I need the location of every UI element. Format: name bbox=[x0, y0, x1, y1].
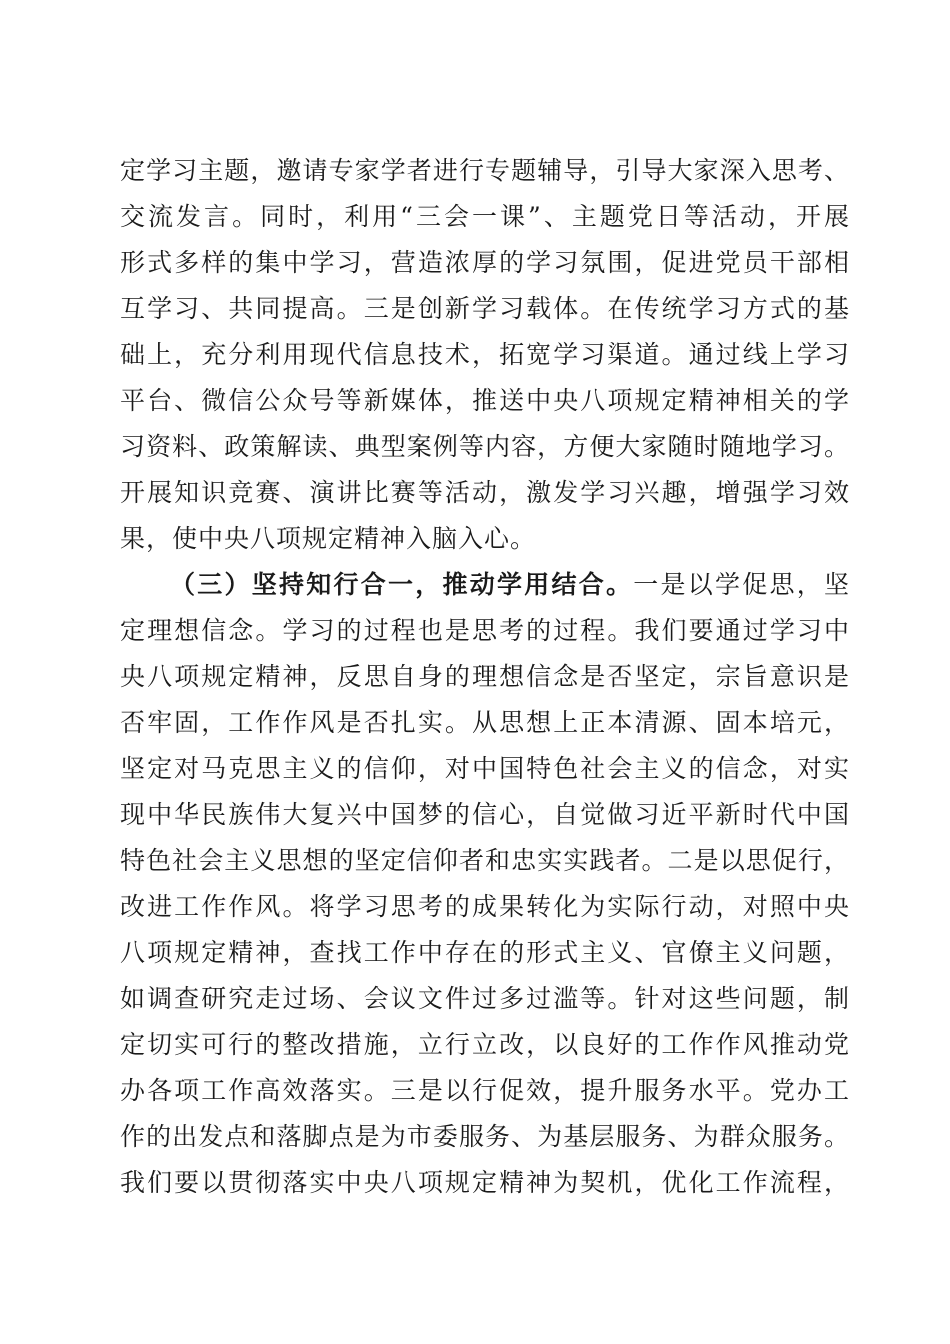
paragraph-line: 如调查研究走过场、会议文件过多过滥等。针对这些问题，制 bbox=[120, 984, 850, 1013]
paragraph-line: 央八项规定精神，反思自身的理想信念是否坚定，宗旨意识是 bbox=[120, 662, 850, 691]
paragraph-line: 改进工作作风。将学习思考的成果转化为实际行动，对照中央 bbox=[120, 892, 850, 921]
paragraph-line: 果，使中央八项规定精神入脑入心。 bbox=[120, 524, 537, 553]
paragraph-line: 开展知识竞赛、演讲比赛等活动，激发学习兴趣，增强学习效 bbox=[120, 478, 850, 507]
paragraph-line: 定理想信念。学习的过程也是思考的过程。我们要通过学习中 bbox=[120, 616, 850, 645]
paragraph-line: 交流发言。同时，利用“三会一课”、主题党日等活动，开展 bbox=[120, 202, 850, 231]
section-heading-line bbox=[120, 562, 850, 608]
section-heading: （三）坚持知行合一，推动学用结合。 bbox=[170, 570, 634, 599]
document-body bbox=[120, 148, 850, 1206]
paragraph-line: 础上，充分利用现代信息技术，拓宽学习渠道。通过线上学习 bbox=[120, 340, 850, 369]
paragraph-line: 定学习主题，邀请专家学者进行专题辅导，引导大家深入思考、 bbox=[120, 156, 850, 185]
paragraph-line: 办各项工作高效落实。三是以行促效，提升服务水平。党办工 bbox=[120, 1076, 850, 1105]
section-heading-rest: 一是以学促思，坚 bbox=[633, 570, 850, 599]
paragraph-line: 我们要以贯彻落实中央八项规定精神为契机，优化工作流程， bbox=[120, 1168, 850, 1197]
paragraph-line: 坚定对马克思主义的信仰，对中国特色社会主义的信念，对实 bbox=[120, 754, 850, 783]
paragraph-line: 定切实可行的整改措施，立行立改，以良好的工作作风推动党 bbox=[120, 1030, 850, 1059]
paragraph-line: 平台、微信公众号等新媒体，推送中央八项规定精神相关的学 bbox=[120, 386, 850, 415]
paragraph-line: 八项规定精神，查找工作中存在的形式主义、官僚主义问题， bbox=[120, 938, 850, 967]
paragraph-line: 特色社会主义思想的坚定信仰者和忠实实践者。二是以思促行， bbox=[120, 846, 850, 875]
paragraph-line: 作的出发点和落脚点是为市委服务、为基层服务、为群众服务。 bbox=[120, 1122, 850, 1151]
paragraph-line: 习资料、政策解读、典型案例等内容，方便大家随时随地学习。 bbox=[120, 432, 850, 461]
paragraph-line: 否牢固，工作作风是否扎实。从思想上正本清源、固本培元， bbox=[120, 708, 850, 737]
paragraph-line: 互学习、共同提高。三是创新学习载体。在传统学习方式的基 bbox=[120, 294, 850, 323]
paragraph-line: 现中华民族伟大复兴中国梦的信心，自觉做习近平新时代中国 bbox=[120, 800, 850, 829]
paragraph-line: 形式多样的集中学习，营造浓厚的学习氛围，促进党员干部相 bbox=[120, 248, 850, 277]
